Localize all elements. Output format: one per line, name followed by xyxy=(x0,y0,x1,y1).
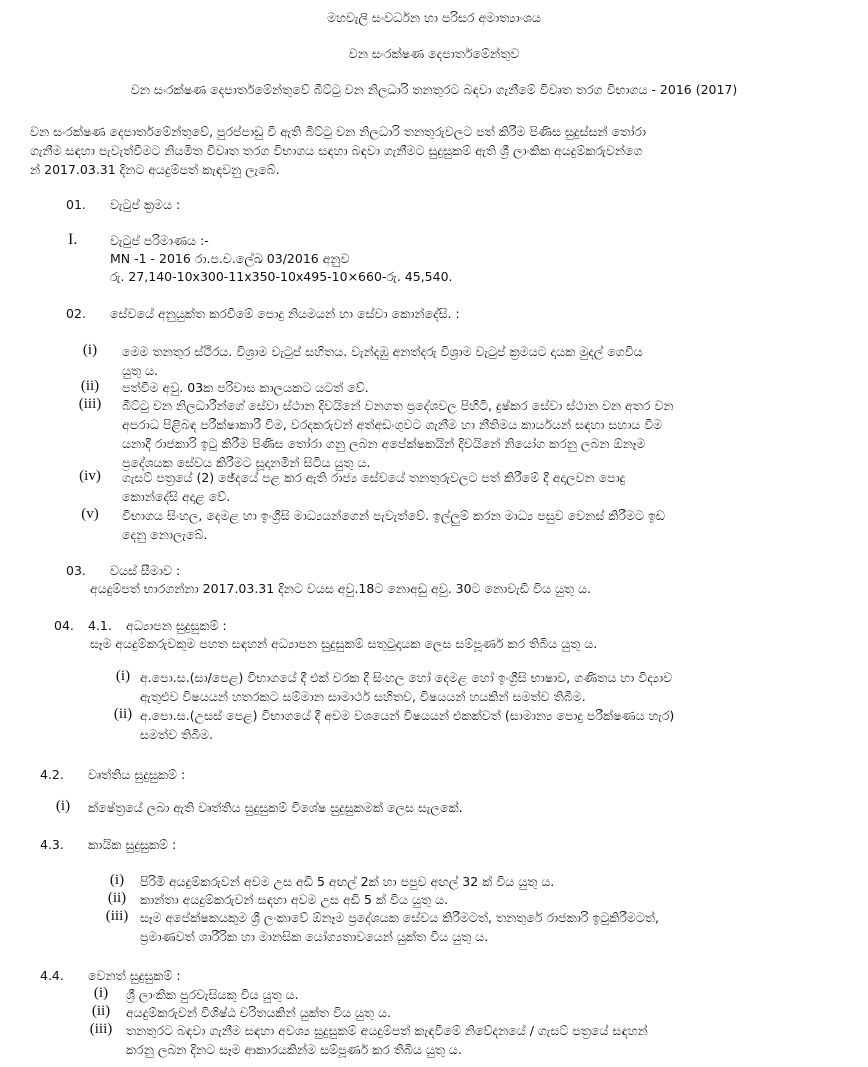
list-item-line: යනාදී රාජකාරි ඉටු කිරීම පිණිස තෝරා ගනු ලබන අපේක්ෂකයින් දිවයිනේ නියෝග කරනු ලබන ඕනෑම xyxy=(122,436,646,451)
list-item-line: අ.පො.ස.(උසස් පෙළ) විභාගයේ දී අවම වශයෙන් විෂයයන් එකක්වත් (සාමාන්‍ය පොදු පරීක්ෂණය හැර) xyxy=(140,708,675,723)
section-02-number: 02. xyxy=(66,306,86,321)
section-4-3-number: 4.3. xyxy=(40,837,64,852)
intro-line: වන සංරක්ෂණ දෙපාර්තමේන්තුවේ, පුරප්පාඩු වී ඇති බීට්ටු වන නිලධාරි තනතුරුවලට පත් කිරීම පිණිස සුදුස්සන් තෝරා xyxy=(30,124,647,139)
section-4-4-number: 4.4. xyxy=(40,968,64,983)
section-04-number: 04. xyxy=(54,618,74,633)
list-item-number: (iii) xyxy=(105,908,129,924)
salary-scale-title: වැටුප් පරිමාණය :- xyxy=(110,233,209,248)
list-item-line: තනතුරට බඳවා ගැනීම සඳහා අවශ්‍ය සුදුසුකම් අයදුම්පත් කැඳවීමේ නිවේදනයේ / ගැසට් පත්‍රයේ සඳහන් xyxy=(126,1023,648,1038)
list-item-line: විභාගය සිංහල, දෙමළ හා ඉංග්‍රීසි මාධ්‍යයන්ගෙන් පැවැත්වේ. ඉල්ලුම් කරන මාධ්‍ය පසුව වෙනස් කිරීමට ඉඩ xyxy=(122,508,666,523)
list-item xyxy=(140,890,852,909)
list-item-line: ප්‍රමාණවත් ශාරීරික හා මානසික යෝග්‍යතාවයෙන් යුක්ත විය යුතු ය. xyxy=(140,929,489,944)
list-item-number: (iii) xyxy=(78,396,102,412)
salary-circular: MN -1 - 2016 රා.ප.ච.ලේඛ 03/2016 අනුව xyxy=(110,251,350,266)
list-item-line: යුතු ය. xyxy=(122,363,159,378)
list-item xyxy=(126,985,852,1004)
section-03-number: 03. xyxy=(66,563,86,578)
list-item xyxy=(126,1021,852,1059)
intro-line: න් 2017.03.31 දිනට අයදුම්පත් කැඳවනු ලැබේ. xyxy=(30,162,280,177)
list-item xyxy=(140,668,852,706)
list-item-number: (iv) xyxy=(79,468,101,484)
list-item-line: ඇතුළුව විෂයයන් හතරකට සම්මාන සාමාර්ථ සහිතව, විෂයයන් හයකින් සමත්ව තිබීම. xyxy=(140,689,586,704)
list-item-line: අ.පො.ස.(සා/පෙළ) විභාගයේ දී එක් වරක දී සිංහල හෝ දෙමළ හෝ ඉංග්‍රීසි භාෂාව, ගණිතය හා විද්‍යාව xyxy=(140,670,673,685)
exam-title: වන සංරක්ෂණ දෙපාර්තමේන්තුවේ බීට්ටු වන නිලධාරි තනතුරට බඳවා ගැනීමේ විවෘත තරග විභාගය - 2016 (2017) xyxy=(130,82,738,97)
list-item-line: ප්‍රදේශයක සේවය කිරීමට සූදානමින් සිටිය යුතු ය. xyxy=(122,455,371,470)
list-item-line: පිරිමි අයදුම්කරුවන් අවම උස අඩි 5 අඟල් 2ක් හා පපුව අඟල් 32 ක් විය යුතු ය. xyxy=(140,874,555,889)
list-item xyxy=(140,706,852,744)
list-item-number: (i) xyxy=(93,985,109,1001)
list-item xyxy=(140,872,852,891)
section-4-3-title: කායික සුදුසුකම් : xyxy=(88,837,177,852)
list-item-number: (i) xyxy=(109,872,125,888)
ministry-title: මහවැලි සංවර්ධන හා පරිසර අමාත්‍යාංශය xyxy=(327,10,541,25)
section-4-2-title: වෘත්තිය සුදුසුකම් : xyxy=(88,767,186,782)
list-item-number: (i) xyxy=(82,342,98,358)
list-item-line: ශ්‍රී ලාංකික පුරවැසියකු විය යුතු ය. xyxy=(126,987,299,1002)
list-item-number: (v) xyxy=(81,506,99,522)
list-item: ක්ෂේත්‍රයේ ලබා ඇති වෘත්තිය සුදුසුකම් විශේෂ සුදුසුකමක් ලෙස සැලකේ. xyxy=(88,800,463,815)
list-item-line: ගැසට් පත්‍රයේ (2) ඡේදයේ පළ කර ඇති රාජ්‍ය සේවයේ තනතුරුවලට පත් කිරීමේ දී අදාලවන පොදු xyxy=(122,470,626,485)
section-01-number: 01. xyxy=(66,197,86,212)
section-4-4-title: වෙනත් සුදුසුකම් : xyxy=(88,968,181,983)
list-item-line: කොන්දේසි අදාළ වේ. xyxy=(122,489,231,504)
list-item xyxy=(126,1003,852,1022)
list-item xyxy=(140,908,852,946)
list-item-line: බීට්ටු වන නිලධාරීන්ගේ සේවා ස්ථාන දිවයිනේ වනගත ප්‍රදේශවල පිහිටි, දුෂ්කර සේවා ස්ථාන වන අතර වන xyxy=(122,398,674,413)
section-4-1-number: 4.1. xyxy=(88,618,112,633)
list-item-line: අපරාධ පිළිබඳ පරීක්ෂාකාරී විම, වරදකරුවන් අත්අඩංගුවට ගැනීම හා නීතිමය කාර්යයන් සඳහා සහාය වීම xyxy=(122,417,663,432)
list-item-number: (i) xyxy=(55,798,71,814)
department-title: වන සංරක්ෂණ දෙපාර්තමේන්තුව xyxy=(348,46,520,61)
list-item xyxy=(122,468,845,506)
list-item-line: කරනු ලබන දිනට සෑම ආකාරයකින්ම සම්පූර්ණ කර තිබිය යුතු ය. xyxy=(126,1042,462,1057)
list-item-number: (ii) xyxy=(113,706,133,722)
list-item-line: මෙම තනතුර ස්ථිරය. විශ්‍රාම වැටුප් සහිතය. වැන්දඹු අනත්දරු විශ්‍රාම වැටුප් ක්‍රමයට දායක මුදල් ගෙවිය xyxy=(122,344,643,359)
list-item-number: (iii) xyxy=(89,1021,113,1037)
list-item-line: සෑම අපේක්ෂකයකුම ශ්‍රී ලංකාවේ ඕනෑම ප්‍රදේශයක සේවය කිරීමටත්, තනතුරේ රාජකාරි ඉටුකිරීමටත්, xyxy=(140,910,659,925)
salary-scale: රු. 27,140-10x300-11x350-10x495-10×660-රු. 45,540. xyxy=(110,269,453,284)
list-item-line: දෙනු නොලැබේ. xyxy=(122,527,208,542)
list-item xyxy=(122,378,845,397)
list-item xyxy=(122,396,845,472)
list-item xyxy=(122,506,845,544)
intro-line: ගැනීම සඳහා පැවැත්වීමට නියමිත විවෘත තරග විභාගය සඳහා බඳවා ගැනීමට සුදුසුකම් ඇති ශ්‍රී ලාංකික අයදුම්කරුවන්ගෙ xyxy=(30,143,643,158)
section-01-title: වැටුප් ක්‍රමය : xyxy=(110,197,181,212)
section-4-1-title: අධ්‍යාපන සුදුසුකම් : xyxy=(126,618,227,633)
age-limit-text: අයදුම්පත් භාරගන්නා 2017.03.31 දිනට වයස අවු.18ට නොඅඩු අවු. 30ට නොවැඩි විය යුතු ය. xyxy=(90,581,592,596)
list-item-number: (ii) xyxy=(80,378,100,394)
list-item-line: පත්වීම අවු. 03ක පරිවාස කාලයකට යටත් වේ. xyxy=(122,380,369,395)
section-02-title: සේවයේ අනුයුක්ත කරවීමේ පොදු නියමයන් හා සේවා කොන්දේසි. : xyxy=(110,306,460,321)
list-item-number: (ii) xyxy=(107,890,127,906)
list-item-line: අයදුම්කරුවන් විශිෂ්ඨ චරිතයකින් යුක්ත විය යුතු ය. xyxy=(126,1005,391,1020)
list-item-number: (ii) xyxy=(91,1003,111,1019)
section-03-title: වයස් සීමාව : xyxy=(110,563,181,578)
section-01-sub-number: I. xyxy=(68,231,78,248)
list-item xyxy=(122,342,845,380)
list-item-line: කාන්තා අයදුම්කරුවන් සඳහා අවම උස අඩි 5 ක් විය යුතු ය. xyxy=(140,892,449,907)
section-4-1-intro: සෑම අයදුම්කරුවකුම පහත සඳහන් අධ්‍යාපන සුදුසුකම් සතුටුදායක ලෙස සම්පූර්ණ කර තිබිය යුතු ය. xyxy=(90,636,598,651)
list-item-number: (i) xyxy=(115,668,131,684)
intro-paragraph xyxy=(30,122,845,179)
section-4-2-number: 4.2. xyxy=(40,767,64,782)
list-item-line: සමත්ව තිබීම. xyxy=(140,727,214,742)
